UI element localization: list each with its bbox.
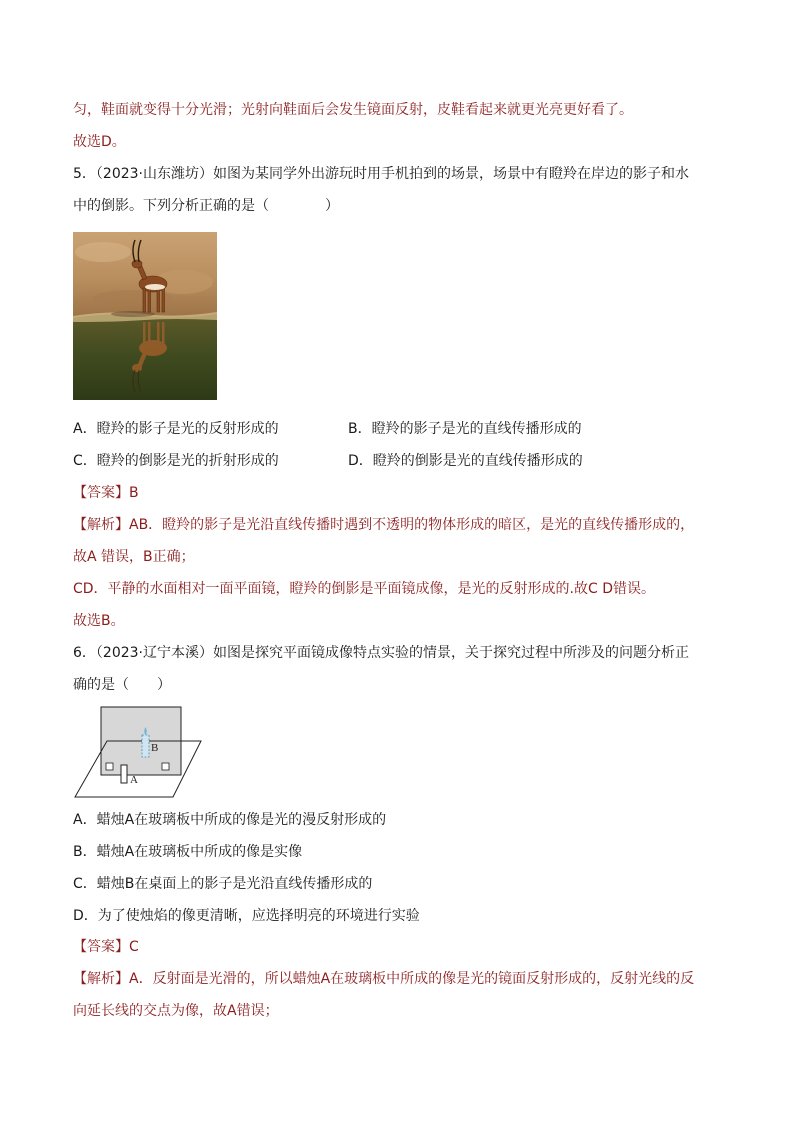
- q5-explanation: 故A 错误，B正确；: [73, 549, 195, 565]
- gazelle-photo: [73, 232, 217, 400]
- q6-option-d: D．为了使烛焰的像更清晰，应选择明亮的环境进行实验: [73, 908, 420, 924]
- q6-option-b: B．蜡烛A在玻璃板中所成的像是实像: [73, 844, 303, 860]
- q5-explanation: 【解析】AB．瞪羚的影子是光沿直线传播时遇到不透明的物体形成的暗区，是光的直线传播形成的，: [73, 517, 695, 533]
- q6-option-c: C．蜡烛B在桌面上的影子是光沿直线传播形成的: [73, 876, 373, 892]
- question-5-stem: 5．（2023·山东潍坊）如图为某同学外出游玩时用手机拍到的场景，场景中有瞪羚在岸边的影子和水: [73, 166, 689, 182]
- q5-explanation: CD．平静的水面相对一面平面镜，瞪羚的倒影是平面镜成像，是光的反射形成的.故C D错误。: [73, 581, 656, 597]
- q6-answer: 【答案】C: [73, 939, 139, 955]
- text-line: 匀，鞋面就变得十分光滑；光射向鞋面后会发生镜面反射，皮鞋看起来就更光亮更好看了。: [73, 102, 633, 118]
- question-5-stem-cont: 中的倒影。下列分析正确的是（ ）: [73, 198, 339, 214]
- q5-explanation: 故选B。: [73, 613, 125, 629]
- q5-option-d: D．瞪羚的倒影是光的直线传播形成的: [348, 453, 583, 469]
- label-a: A: [130, 774, 138, 786]
- question-6-stem: 6．（2023·辽宁本溪）如图是探究平面镜成像特点实验的情景，关于探究过程中所涉及的问题分析正: [73, 645, 689, 661]
- q5-option-b: B．瞪羚的影子是光的直线传播形成的: [348, 421, 582, 437]
- label-b: B: [151, 742, 159, 754]
- text-line: 故选D。: [73, 134, 126, 150]
- q5-answer: 【答案】B: [73, 485, 139, 501]
- q5-option-c: C．瞪羚的倒影是光的折射形成的: [73, 453, 279, 469]
- question-6-stem-cont: 确的是（ ）: [73, 677, 171, 693]
- mirror-experiment-diagram: [73, 705, 205, 800]
- q5-option-a: A．瞪羚的影子是光的反射形成的: [73, 421, 279, 437]
- q6-explanation: 【解析】A．反射面是光滑的，所以蜡烛A在玻璃板中所成的像是光的镜面反射形成的，反射光线的反: [73, 971, 695, 987]
- q6-explanation: 向延长线的交点为像，故A错误；: [73, 1003, 279, 1019]
- q6-option-a: A．蜡烛A在玻璃板中所成的像是光的漫反射形成的: [73, 812, 387, 828]
